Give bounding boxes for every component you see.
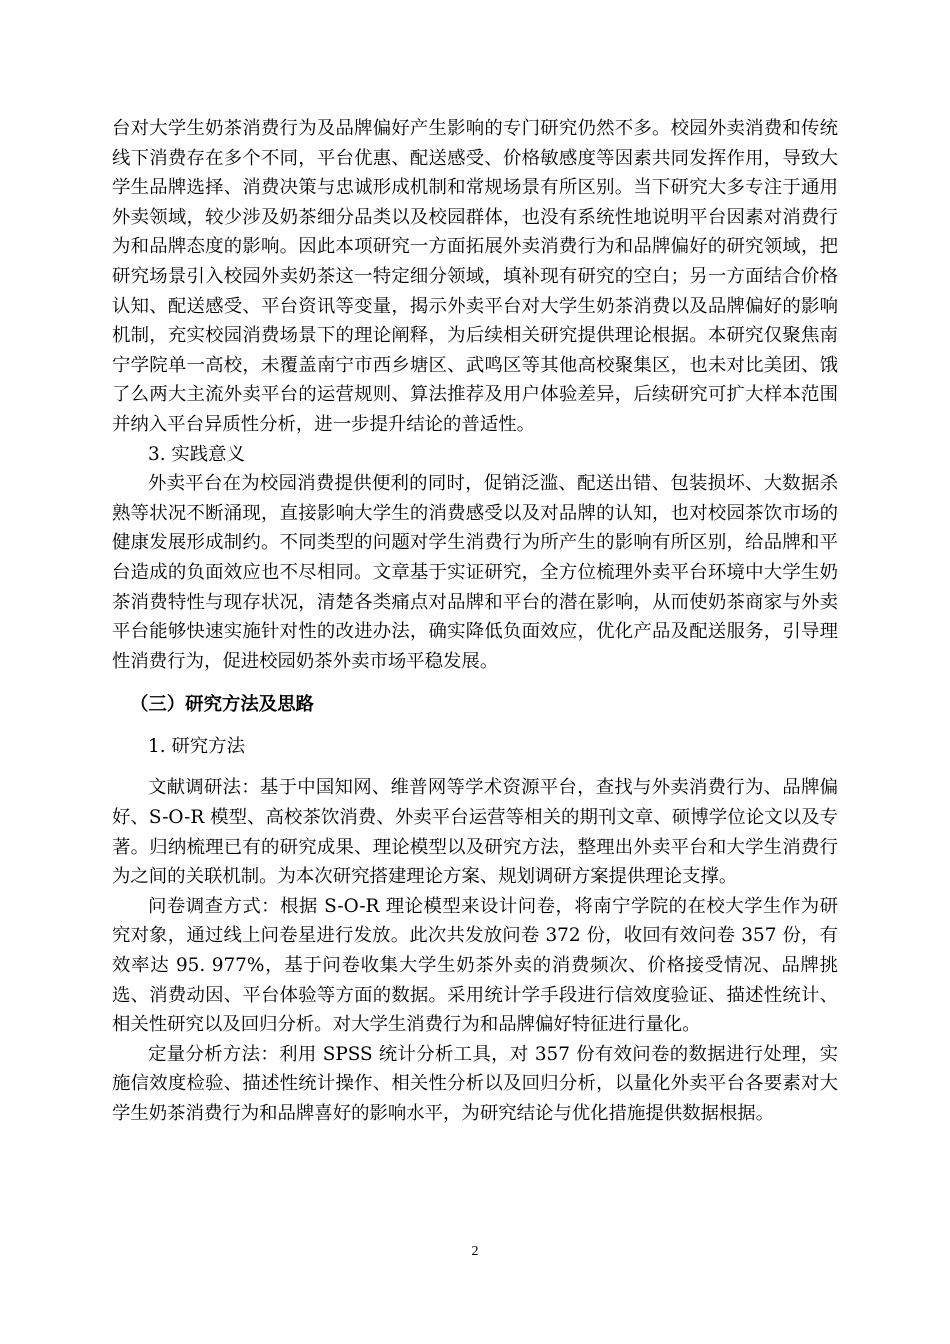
paragraph-theory-significance: 台对大学生奶茶消费行为及品牌偏好产生影响的专门研究仍然不多。校园外卖消费和传统线下消费存在多个不同，平台优惠、配送感受、价格敏感度等因素共同发挥作用，导致大学生品牌选择、消费决策与忠诚形成机制和常规场景有所区别。当下研究大多专注于通用外卖领域，较少涉及奶茶细分品类以及校园群体，也没有系统性地说明平台因素对消费行为和品牌态度的影响。因此本项研究一方面拓展外卖消费行为和品牌偏好的研究领域，把研究场景引入校园外卖奶茶这一特定细分领域，填补现有研究的空白；另一方面结合价格认知、配送感受、平台资讯等变量，揭示外卖平台对大学生奶茶消费以及品牌偏好的影响机制，充实校园消费场景下的理论阐释，为后续相关研究提供理论根据。本研究仅聚焦南宁学院单一高校，未覆盖南宁市西乡塘区、武鸣区等其他高校聚集区，也未对比美团、饿了么两大主流外卖平台的运营规则、算法推荐及用户体验差异，后续研究可扩大样本范围并纳入平台异质性分析，进一步提升结论的普适性。 [112, 118, 838, 435]
paragraph-quantitative-method: 定量分析方法：利用 SPSS 统计分析工具，对 357 份有效问卷的数据进行处理，实施信效度检验、描述性统计操作、相关性分析以及回归分析，以量化外卖平台各要素对大学生奶茶消费行为和品牌喜好的影响水平，为研究结论与优化措施提供数据根据。 [112, 1043, 838, 1124]
paragraph-literature-method: 文献调研法：基于中国知网、维普网等学术资源平台，查找与外卖消费行为、品牌偏好、S-O-R 模型、高校茶饮消费、外卖平台运营等相关的期刊文章、硕博学位论文以及专著。归纳梳理已有的研究成果、理论模型以及研究方法，整理出外卖平台和大学生消费行为之间的关联机制。为本次研究搭建理论方案、规划调研方案提供理论支撑。 [112, 777, 838, 888]
heading-research-methods: （三）研究方法及思路 [130, 694, 314, 716]
document-body [112, 114, 838, 1129]
heading-practical-significance: 3. 实践意义 [148, 443, 245, 465]
heading-method-list: 1. 研究方法 [148, 735, 245, 757]
paragraph-practical-significance: 外卖平台在为校园消费提供便利的同时，促销泛滥、配送出错、包装损坏、大数据杀熟等状况不断涌现，直接影响大学生的消费感受以及对品牌的认知，也对校园茶饮市场的健康发展形成制约。不同类型的问题对学生消费行为所产生的影响有所区别，给品牌和平台造成的负面效应也不尽相同。文章基于实证研究，全方位梳理外卖平台环境中大学生奶茶消费特性与现存状况，清楚各类痛点对品牌和平台的潜在影响，从而使奶茶商家与外卖平台能够快速实施针对性的改进办法，确实降低负面效应，优化产品及配送服务，引导理性消费行为，促进校园奶茶外卖市场平稳发展。 [112, 473, 838, 672]
paragraph-survey-method: 问卷调查方式：根据 S-O-R 理论模型来设计问卷，将南宁学院的在校大学生作为研究对象，通过线上问卷星进行发放。此次共发放问卷 372 份，收回有效问卷 357 份，有效率达 95. 977%，基于问卷收集大学生奶茶外卖的消费频次、价格接受情况、品牌挑选、消费动因、平台体验等方面的数据。采用统计学手段进行信效度验证、描述性统计、相关性研究以及回归分析。对大学生消费行为和品牌偏好特征进行量化。 [112, 895, 838, 1036]
page-number: 2 [471, 1244, 479, 1259]
